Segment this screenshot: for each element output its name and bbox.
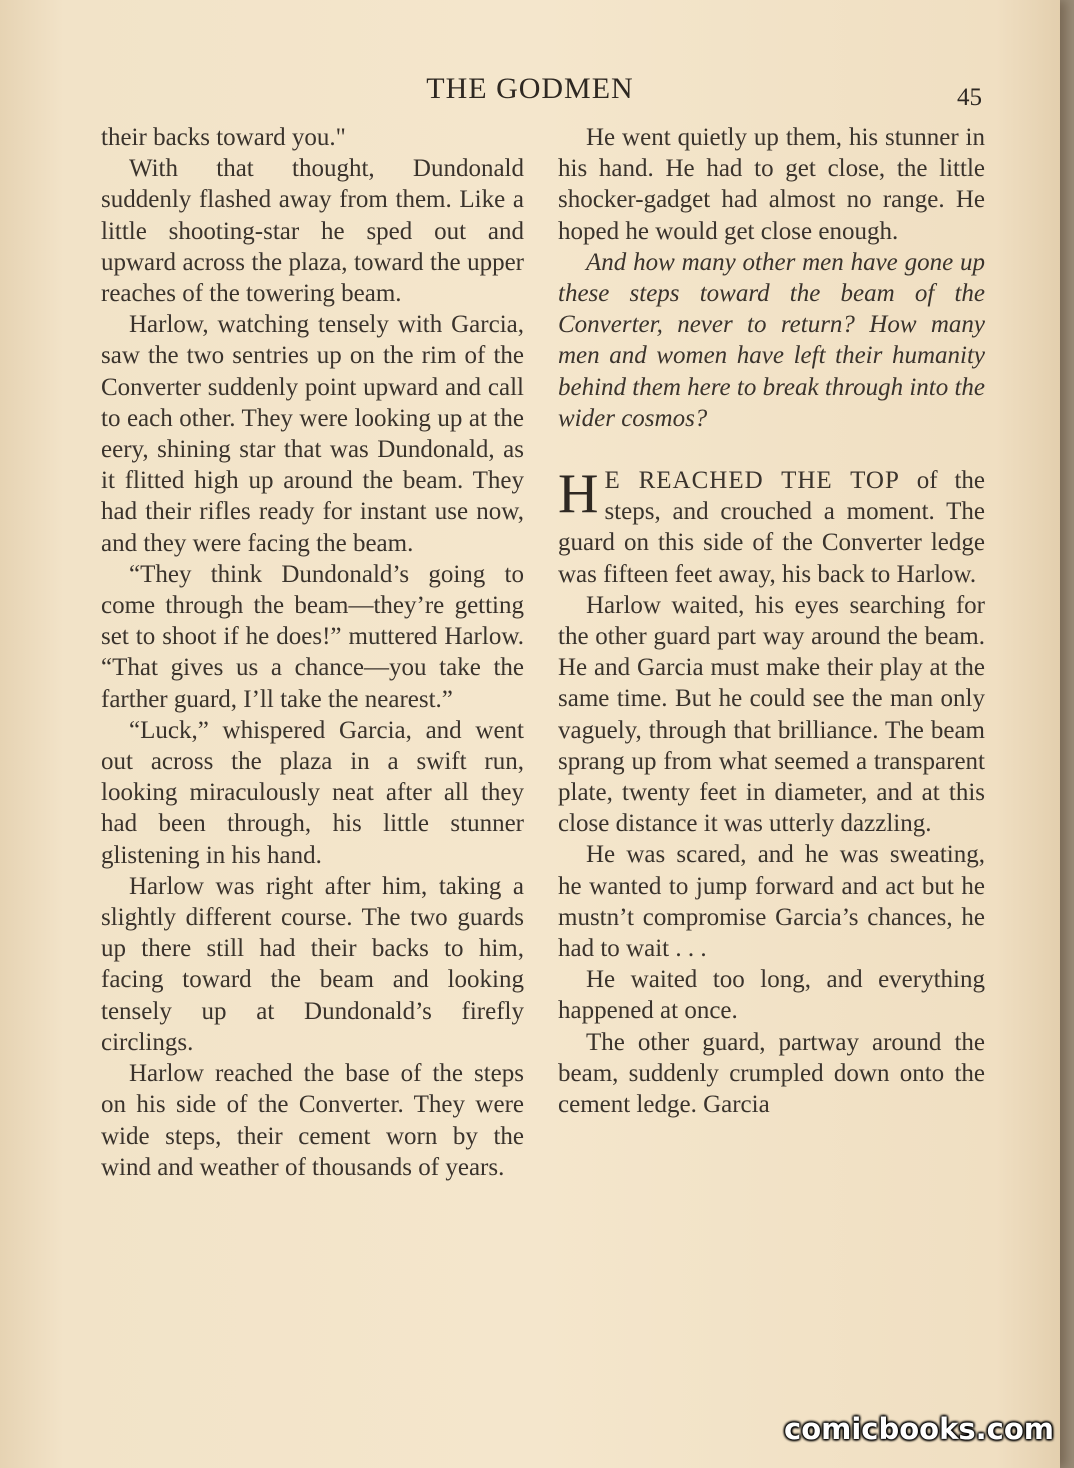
small-caps-lead-in: E REACHED THE TOP: [604, 467, 900, 495]
italic-thought-passage: And how many other men have gone up these steps toward the beam of the Converter, never to return? How many men and women have left their humanity behind them here to break through into the wider cosmos?: [558, 248, 986, 432]
paragraph: their backs toward you.": [101, 124, 346, 151]
drop-cap: H: [558, 463, 599, 526]
paragraph: He waited too long, and everything happened at once.: [558, 966, 985, 1025]
paragraph: He went quietly up them, his stunner in his hand. He had to get close, the little shocker-gadget had almost no range. He hoped he would get close enough.: [558, 124, 985, 245]
paragraph: “Luck,” whispered Garcia, and went out across the plaza in a swift run, looking miraculously neat after all they had been through, his little stunner glistening in his hand.: [101, 716, 524, 869]
left-column: [101, 122, 524, 1183]
paragraph: Harlow waited, his eyes searching for the other guard part way around the beam. He and Garcia must make their play at the same time. But he could see the man only vaguely, through that brilliance. The beam sprang up from what seemed a transparent plate, twenty feet in diameter, and at this close distance it was utterly dazzling.: [558, 591, 985, 838]
paragraph: He was scared, and he was sweating, he wanted to jump forward and act but he mustn’t compromise Garcia’s chances, he had to wait . . .: [558, 841, 985, 963]
paragraph: With that thought, Dundonald suddenly flashed away from them. Like a little shooting-star he sped out and upward across the plaza, toward the upper reaches of the towering beam.: [101, 155, 524, 308]
page-number: 45: [957, 84, 982, 111]
paragraph: Harlow was right after him, taking a slightly different course. The two guards up there still had their backs to him, facing toward the beam and looking tensely up at Dundonald’s firefly circlings.: [101, 872, 524, 1056]
running-title: THE GODMEN: [426, 72, 634, 105]
section-break: [558, 434, 985, 465]
paragraph: “They think Dundonald’s going to come through the beam—they’re getting set to shoot if he does!” muttered Harlow. “That gives us a chance—you take the farther guard, I’ll take the nearest.”: [101, 560, 524, 713]
paragraph-text: of the steps, and crouched a moment. The guard on this side of the Converter ledge was fifteen feet away, his back to Harlow.: [558, 467, 985, 588]
paragraph: Harlow, watching tensely with Garcia, saw the two sentries up on the rim of the Converter suddenly point upward and call to each other. They were looking up at the eery, shining star that was Dundonald, as it flitted high up around the beam. They had their rifles ready for instant use now, and they were facing the beam.: [101, 311, 524, 557]
paragraph: The other guard, partway around the beam, suddenly crumpled down onto the cement ledge. Garcia: [558, 1028, 985, 1119]
page-header: [0, 68, 1060, 112]
site-watermark: comicbooks.com: [784, 1412, 1054, 1446]
section-opening-paragraph: [558, 465, 985, 590]
right-column: [558, 122, 985, 1120]
paragraph: Harlow reached the base of the steps on his side of the Converter. They were wide steps, their cement worn by the wind and weather of thousands of years.: [101, 1060, 524, 1181]
